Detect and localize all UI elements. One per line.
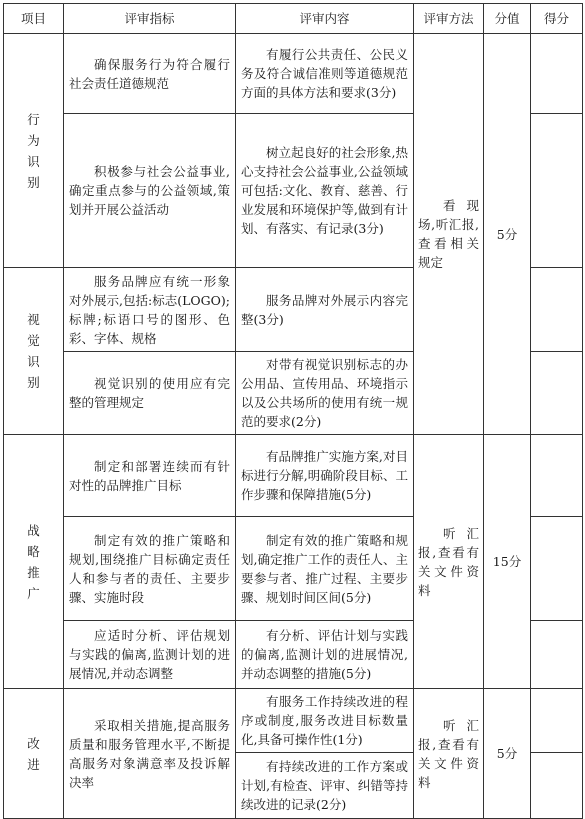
content-cell: 有履行公共责任、公民义务及符合诚信准则等道德规范方面的具体方法和要求(3分) (236, 34, 414, 114)
header-score: 分值 (484, 4, 531, 34)
indicator-cell: 采取相关措施,提高服务质量和服务管理水平,不断提高服务对象满意率及投诉解决率 (64, 689, 236, 819)
got-cell (531, 753, 583, 819)
method-cell: 听汇报,查看有关文件资料 (414, 689, 484, 819)
content-cell: 有品牌推广实施方案,对目标进行分解,明确阶段目标、工作步骤和保障措施(5分) (236, 435, 414, 517)
method-cell: 听汇报,查看有关文件资料 (414, 435, 484, 689)
content-cell: 有服务工作持续改进的程序或制度,服务改进目标数量化,具备可操作性(1分) (236, 689, 414, 753)
got-cell (531, 435, 583, 517)
content-cell: 制定有效的推广策略和规划,确定推广工作的责任人、主要参与者、推广过程、主要步骤、规划时间区间(5分) (236, 517, 414, 621)
got-cell (531, 689, 583, 753)
table-row (4, 689, 583, 753)
indicator-cell: 视觉识别的使用应有完整的管理规定 (64, 352, 236, 435)
header-project: 项目 (4, 4, 64, 34)
indicator-cell: 制定和部署连续而有针对性的品牌推广目标 (64, 435, 236, 517)
project-cell: 战略推广 (4, 435, 64, 689)
indicator-cell: 制定有效的推广策略和规划,围绕推广目标确定责任人和参与者的责任、主要步骤、实施时段 (64, 517, 236, 621)
content-cell: 服务品牌对外展示内容完整(3分) (236, 268, 414, 352)
content-cell: 有分析、评估计划与实践的偏离,监测计划的进展情况,并动态调整的措施(5分) (236, 621, 414, 689)
indicator-cell: 确保服务行为符合履行社会责任道德规范 (64, 34, 236, 114)
indicator-cell: 服务品牌应有统一形象对外展示,包括:标志(LOGO);标牌;标语口号的图形、色彩、字体、规格 (64, 268, 236, 352)
got-cell (531, 34, 583, 114)
indicator-cell: 应适时分析、评估规划与实践的偏离,监测计划的进展情况,并动态调整 (64, 621, 236, 689)
header-got: 得分 (531, 4, 583, 34)
got-cell (531, 114, 583, 268)
got-cell (531, 268, 583, 352)
got-cell (531, 621, 583, 689)
header-indicator: 评审指标 (64, 4, 236, 34)
project-cell: 改进 (4, 689, 64, 819)
header-method: 评审方法 (414, 4, 484, 34)
content-cell: 对带有视觉识别标志的办公用品、宣传用品、环境指示以及公共场所的使用有统一规范的要求(2分) (236, 352, 414, 435)
got-cell (531, 352, 583, 435)
table-row (4, 34, 583, 114)
review-table (3, 3, 583, 819)
got-cell (531, 517, 583, 621)
content-cell: 树立起良好的社会形象,热心支持社会公益事业,公益领域可包括:文化、教育、慈善、行业发展和环境保护等,做到有计划、有落实、有记录(3分) (236, 114, 414, 268)
content-cell: 有持续改进的工作方案或计划,有检查、评审、纠错等持续改进的记录(2分) (236, 753, 414, 819)
score-cell: 5分 (484, 34, 531, 435)
score-cell: 5分 (484, 689, 531, 819)
header-content: 评审内容 (236, 4, 414, 34)
score-cell: 15分 (484, 435, 531, 689)
table-row (4, 435, 583, 517)
project-cell: 行为识别 (4, 34, 64, 268)
project-cell: 视觉识别 (4, 268, 64, 435)
header-row (4, 4, 583, 34)
method-cell: 看现场,听汇报,查看相关规定 (414, 34, 484, 435)
indicator-cell: 积极参与社会公益事业,确定重点参与的公益领域,策划并开展公益活动 (64, 114, 236, 268)
